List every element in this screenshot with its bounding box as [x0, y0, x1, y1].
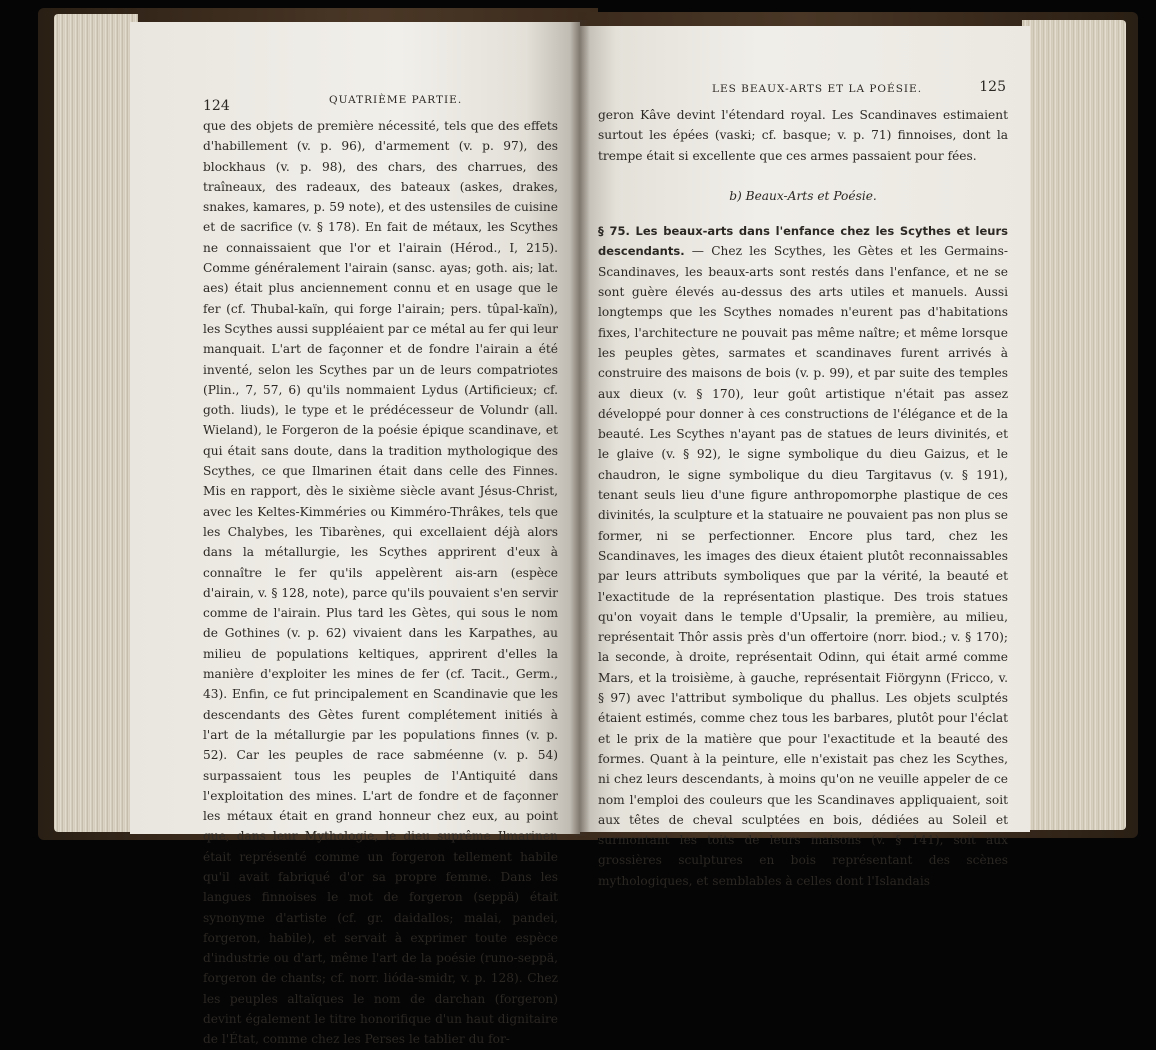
section-subheading: b) Beaux-Arts et Poésie. — [729, 188, 877, 203]
section-paragraph — [598, 221, 1008, 891]
right-page — [580, 26, 1030, 888]
book-gutter — [570, 20, 590, 836]
right-page-number: 125 — [979, 79, 1006, 95]
left-running-title: QUATRIÈME PARTIE. — [329, 94, 463, 106]
right-running-head — [598, 81, 1008, 105]
left-running-head — [203, 92, 558, 116]
page-edges-right — [1022, 20, 1126, 830]
left-paragraph: que des objets de première nécessité, tels que des effets d'habillement (v. p. 96), d'armement (v. p. 97), des blockhaus (v. p. 98), des chars, des charrues, des traîneaux, des radeaux, des bateaux (askes, drakes, snakes, kamares, p. 59 note), et des ustensiles de cuisine et de sacrifice (v. § 178). En fait de métaux, les Scythes ne connaissaient que l'or et l'airain (Hérod., I, 215). Comme généralement l'airain (sansc. ayas; goth. ais; lat. aes) était plus anciennement connu et en usage que le fer (cf. Thubal-kaïn, qui forge l'airain; pers. tûpal-kaïn), les Scythes aussi suppléaient par ce métal au fer qui leur manquait. L'art de façonner et de fondre l'airain a été inventé, selon les Scythes par un de leurs compatriotes (Plin., 7, 57, 6) qu'ils nommaient Lydus (Artificieux; cf. goth. liuds), le type et le prédécesseur de Volundr (all. Wieland), le Forgeron de la poésie épique scandinave, et qui était sans doute, dans la tradition mythologique des Scythes, ce que Ilmarinen était dans celle des Finnes. Mis en rapport, dès le sixième siècle avant Jésus-Christ, avec les Keltes-Kimméries ou Kimméro-Thrâkes, tels que les Chalybes, les Tibarènes, qui excellaient déjà alors dans la métallurgie, les Scythes apprirent d'eux à connaître le fer qu'ils appelèrent ais-arn (espèce d'airain, v. § 128, note), parce qu'ils pouvaient s'en servir comme de l'airain. Plus tard les Gètes, qui sous le nom de Gothines (v. p. 62) vivaient dans les Karpathes, au milieu de populations keltiques, apprirent d'elles la manière d'exploiter les mines de fer (cf. Tacit., Germ., 43). Enfin, ce fut principalement en Scandinavie que les descendants des Gètes furent complétement initiés à l'art de la métallurgie par les populations finnes (v. p. 52). Car les peuples de race sabméenne (v. p. 54) surpassaient tous les peuples de l'Antiquité dans l'exploitation des mines. L'art de fondre et de façonner les métaux était en grand honneur chez eux, au point que, dans leur Mythologie, le dieu suprême Ilmarinen était représenté comme un forgeron tellement habile qu'il avait fabriqué d'or sa propre femme. Dans les langues finnoises le mot de forgeron (seppä) était synonyme d'artiste (cf. gr. daidallos; malai, pandei, forgeron, habile), et servait à exprimer toute espèce d'industrie ou d'art, même l'art de la poésie (runo-seppä, forgeron de chants; cf. norr. lióda-smidr, v. p. 128). Chez les peuples altaïques le nom de darchan (forgeron) devint également le titre honorifique d'un haut dignitaire de l'État, comme chez les Perses le tablier du for- — [203, 119, 558, 1047]
section-body: — Chez les Scythes, les Gètes et les Germains-Scandinaves, les beaux-arts sont restés dans l'enfance, et ne se sont guère élevés au-dessus des arts utiles et manuels. Aussi longtemps que les Scythes nomades n'eurent pas d'habitations fixes, l'architecture ne pouvait pas même naître; et même lorsque les peuples gètes, sarmates et scandinaves furent arrivés à construire des maisons de bois (v. p. 99), et par suite des temples aux dieux (v. § 170), leur goût artistique n'était pas assez développé pour donner à ces constructions de l'élégance et de la beauté. Les Scythes n'ayant pas de statues de leurs divinités, et le glaive (v. § 92), le signe symbolique du dieu Gaizus, et le chaudron, le signe symbolique du dieu Targitavus (v. § 191), tenant seuls lieu d'une figure anthropomorphe plastique de ces divinités, la sculpture et la statuaire ne pouvaient pas non plus se former, ni se perfectionner. Encore plus tard, chez les Scandinaves, les images des dieux étaient plutôt reconnaissables par leurs attributs symboliques que par la vérité, la beauté et l'exactitude de la représentation plastique. Des trois statues qu'on voyait dans le temple d'Upsalir, la première, au milieu, représentait Thôr assis près d'un offertoire (norr. biod.; v. § 170); la seconde, à droite, représentait Odinn, qui était armé comme Mars, et la troisième, à gauche, représentait Fiörgynn (Fricco, v. § 97) avec l'attribut symbolique du phallus. Les objets sculptés étaient estimés, comme chez tous les barbares, plutôt pour l'éclat et le prix de la matière que pour l'exactitude et la beauté des formes. Quant à la peinture, elle n'existait pas chez les Scythes, ni chez leurs descendants, à moins qu'on ne veuille appeler de ce nom l'emploi des couleurs que les Scandinaves appliquaient, soit aux têtes de cheval sculptées en bois, dédiées au Soleil et surmontant les toits de leurs maisons (v. § 141), soit aux grossières sculptures en bois représentant des scènes mythologiques, et semblables à celles dont l'Islandais — [598, 244, 1008, 888]
left-page — [130, 22, 580, 1047]
page-edges-left — [54, 14, 138, 832]
right-running-title: LES BEAUX-ARTS ET LA POÉSIE. — [712, 83, 923, 95]
section-title: § 75. Les beaux-arts dans l'enfance chez les Scythes et leurs descendants. — [598, 224, 1008, 259]
right-intro-paragraph: geron Kâve devint l'étendard royal. Les Scandinaves estimaient surtout les épées (vaski; cf. basque; v. p. 71) finnoises, dont la trempe était si excellente que ces armes passaient pour fées. — [598, 108, 1008, 163]
left-page-body — [203, 116, 558, 1050]
right-page-body — [598, 105, 1008, 891]
left-page-number: 124 — [203, 98, 230, 114]
